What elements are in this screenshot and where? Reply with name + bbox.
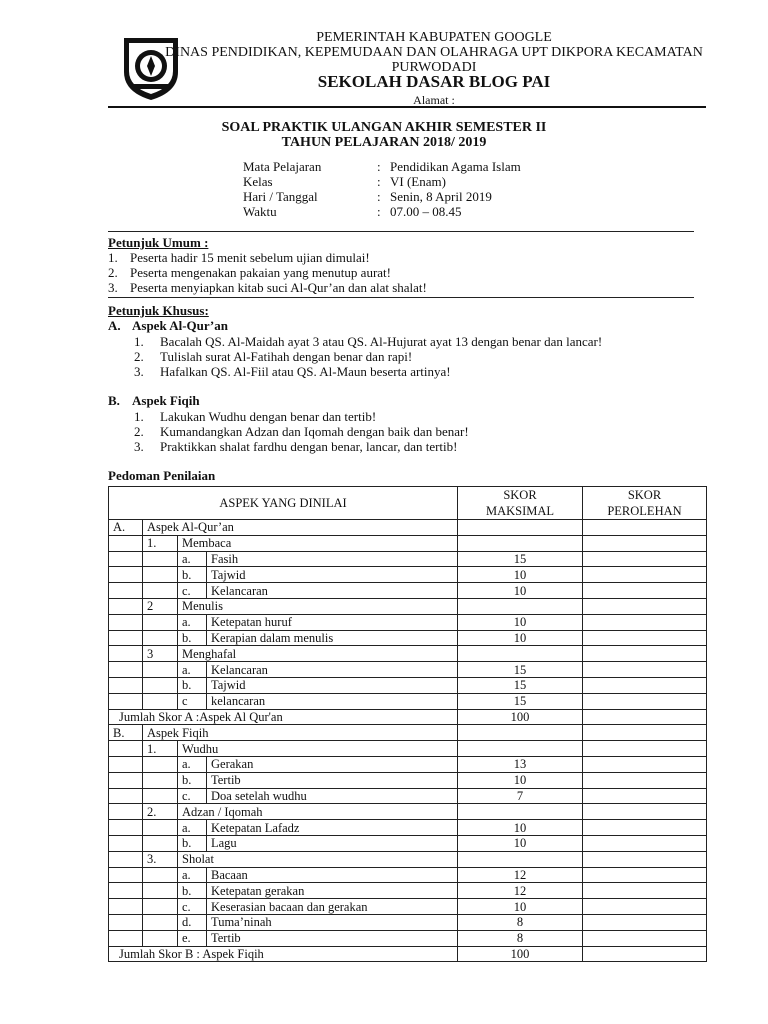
table-cell: [109, 567, 143, 583]
info-value: Senin, 8 April 2019: [390, 189, 492, 204]
table-cell: [458, 725, 583, 741]
table-cell: b.: [178, 883, 207, 899]
table-cell: [143, 835, 178, 851]
table-cell: [143, 551, 178, 567]
table-cell: Kelancaran: [207, 662, 458, 678]
aspect-b-heading: B. Aspek Fiqih: [108, 393, 200, 408]
table-row: [109, 946, 707, 962]
table-cell: Menghafal: [178, 646, 458, 662]
table-cell: [109, 867, 143, 883]
school-name: SEKOLAH DASAR BLOG PAI: [317, 72, 551, 91]
table-cell: a.: [178, 662, 207, 678]
table-cell: [458, 646, 583, 662]
table-cell: [109, 535, 143, 551]
table-cell: 15: [458, 693, 583, 709]
table-cell: Tertib: [207, 772, 458, 788]
table-cell: b.: [178, 630, 207, 646]
table-cell: Doa setelah wudhu: [207, 788, 458, 804]
table-cell: [109, 835, 143, 851]
table-cell: Ketepatan gerakan: [207, 883, 458, 899]
table-row: [109, 851, 707, 867]
col-header-max-score: SKOR MAKSIMAL: [458, 487, 583, 520]
table-cell: [583, 851, 707, 867]
info-value: VI (Enam): [390, 174, 446, 189]
aspect-a-item: 3. Hafalkan QS. Al-Fiil atau QS. Al-Maun beserta artinya!: [134, 364, 451, 379]
exam-year: TAHUN PELAJARAN 2018/ 2019: [281, 135, 487, 150]
table-row: [109, 741, 707, 757]
table-row: [109, 614, 707, 630]
aspect-b-item: 1. Lakukan Wudhu dengan benar dan tertib!: [134, 409, 377, 424]
table-cell: [143, 567, 178, 583]
table-cell: Jumlah Skor A :Aspek Al Qur'an: [109, 709, 458, 725]
table-cell: [143, 820, 178, 836]
table-cell: a.: [178, 614, 207, 630]
table-row: [109, 867, 707, 883]
table-cell: 2.: [143, 804, 178, 820]
aspect-a-heading: A. Aspek Al-Qur’an: [108, 318, 228, 333]
table-cell: [143, 899, 178, 915]
instructions-divider: [108, 297, 694, 298]
table-cell: [458, 804, 583, 820]
info-colon: :: [377, 159, 381, 174]
table-cell: 10: [458, 772, 583, 788]
table-row: [109, 662, 707, 678]
table-cell: Tajwid: [207, 677, 458, 693]
table-cell: [583, 725, 707, 741]
table-cell: [583, 804, 707, 820]
table-cell: [458, 598, 583, 614]
info-label: Waktu: [243, 204, 277, 219]
table-cell: [109, 598, 143, 614]
table-cell: 1.: [143, 535, 178, 551]
table-cell: [109, 693, 143, 709]
table-cell: 10: [458, 567, 583, 583]
table-cell: [583, 867, 707, 883]
table-cell: Wudhu: [178, 741, 458, 757]
table-row: [109, 630, 707, 646]
aspect-a-item: 1. Bacalah QS. Al-Maidah ayat 3 atau QS. Al-Hujurat ayat 13 dengan benar dan lancar!: [134, 334, 603, 349]
table-cell: [109, 820, 143, 836]
table-cell: 1.: [143, 741, 178, 757]
table-cell: a.: [178, 551, 207, 567]
table-cell: Aspek Fiqih: [143, 725, 458, 741]
table-cell: Aspek Al-Qur’an: [143, 520, 458, 536]
table-cell: a.: [178, 820, 207, 836]
table-row: [109, 551, 707, 567]
table-cell: [109, 756, 143, 772]
table-cell: [583, 741, 707, 757]
table-cell: [583, 883, 707, 899]
specific-instructions-heading: Petunjuk Khusus:: [108, 303, 209, 318]
table-row: [109, 677, 707, 693]
header-gov-line: PEMERINTAH KABUPATEN GOOGLE: [316, 30, 552, 45]
table-cell: [109, 788, 143, 804]
info-colon: :: [377, 189, 381, 204]
table-cell: Jumlah Skor B : Aspek Fiqih: [109, 946, 458, 962]
info-label: Hari / Tanggal: [243, 189, 318, 204]
table-cell: [143, 630, 178, 646]
school-address: Alamat :: [413, 93, 455, 107]
aspect-a-item: 2. Tulislah surat Al-Fatihah dengan benar dan rapi!: [134, 349, 413, 364]
table-cell: 12: [458, 867, 583, 883]
table-row: [109, 930, 707, 946]
scoring-table: [108, 486, 707, 962]
table-cell: [109, 583, 143, 599]
header-district-line: PURWODADI: [391, 60, 477, 75]
table-cell: [109, 677, 143, 693]
table-cell: b.: [178, 772, 207, 788]
table-cell: [109, 662, 143, 678]
table-cell: [143, 693, 178, 709]
table-row: [109, 820, 707, 836]
table-cell: 100: [458, 946, 583, 962]
table-cell: d.: [178, 914, 207, 930]
info-label: Kelas: [243, 174, 273, 189]
table-row: [109, 693, 707, 709]
table-row: [109, 567, 707, 583]
col-header-aspect: ASPEK YANG DINILAI: [109, 487, 458, 520]
table-cell: 15: [458, 551, 583, 567]
table-row: [109, 804, 707, 820]
general-instruction-item: 2. Peserta mengenakan pakaian yang menutup aurat!: [108, 265, 391, 280]
table-cell: [109, 551, 143, 567]
table-cell: [109, 614, 143, 630]
table-cell: a.: [178, 756, 207, 772]
table-cell: [109, 741, 143, 757]
table-cell: b.: [178, 567, 207, 583]
table-cell: 10: [458, 820, 583, 836]
table-cell: Tuma’ninah: [207, 914, 458, 930]
table-cell: [458, 520, 583, 536]
info-value: 07.00 – 08.45: [390, 204, 462, 219]
table-cell: [109, 930, 143, 946]
table-cell: e.: [178, 930, 207, 946]
table-cell: c.: [178, 899, 207, 915]
table-cell: kelancaran: [207, 693, 458, 709]
table-cell: [109, 914, 143, 930]
table-cell: 8: [458, 914, 583, 930]
table-cell: [143, 756, 178, 772]
table-cell: Menulis: [178, 598, 458, 614]
table-cell: [109, 899, 143, 915]
table-cell: [583, 646, 707, 662]
table-cell: [109, 630, 143, 646]
table-cell: [583, 946, 707, 962]
table-cell: 13: [458, 756, 583, 772]
table-cell: [583, 630, 707, 646]
table-cell: B.: [109, 725, 143, 741]
table-cell: 3.: [143, 851, 178, 867]
table-cell: [583, 914, 707, 930]
table-cell: [583, 662, 707, 678]
table-row: [109, 535, 707, 551]
table-cell: c.: [178, 583, 207, 599]
table-cell: b.: [178, 835, 207, 851]
exam-title: SOAL PRAKTIK ULANGAN AKHIR SEMESTER II: [221, 120, 547, 135]
table-cell: Membaca: [178, 535, 458, 551]
table-cell: [143, 930, 178, 946]
table-cell: [583, 551, 707, 567]
table-cell: 7: [458, 788, 583, 804]
table-cell: Tajwid: [207, 567, 458, 583]
table-cell: [143, 677, 178, 693]
table-row: [109, 883, 707, 899]
table-cell: [583, 583, 707, 599]
aspect-b-item: 2. Kumandangkan Adzan dan Iqomah dengan baik dan benar!: [134, 424, 469, 439]
table-row: [109, 772, 707, 788]
exam-info: [0, 159, 768, 219]
table-cell: [143, 867, 178, 883]
info-label: Mata Pelajaran: [243, 159, 322, 174]
info-value: Pendidikan Agama Islam: [390, 159, 521, 174]
col-header-obtained-score: SKOR PEROLEHAN: [583, 487, 707, 520]
table-cell: [583, 835, 707, 851]
table-cell: [109, 883, 143, 899]
table-cell: [583, 756, 707, 772]
table-row: [109, 756, 707, 772]
info-divider: [108, 231, 694, 232]
table-cell: [583, 693, 707, 709]
header-divider: [108, 106, 706, 108]
table-cell: [583, 820, 707, 836]
table-cell: Kelancaran: [207, 583, 458, 599]
table-cell: 10: [458, 630, 583, 646]
table-row: [109, 598, 707, 614]
table-cell: Keserasian bacaan dan gerakan: [207, 899, 458, 915]
table-cell: b.: [178, 677, 207, 693]
table-cell: Lagu: [207, 835, 458, 851]
table-cell: 10: [458, 835, 583, 851]
table-cell: [109, 851, 143, 867]
table-cell: Gerakan: [207, 756, 458, 772]
table-cell: Kerapian dalam menulis: [207, 630, 458, 646]
info-colon: :: [377, 204, 381, 219]
table-cell: Bacaan: [207, 867, 458, 883]
table-cell: [583, 788, 707, 804]
table-row: [109, 914, 707, 930]
table-cell: 15: [458, 662, 583, 678]
table-cell: [583, 677, 707, 693]
table-cell: [458, 535, 583, 551]
general-instruction-item: 3. Peserta menyiapkan kitab suci Al-Qur’an dan alat shalat!: [108, 280, 427, 295]
table-cell: Fasih: [207, 551, 458, 567]
table-cell: 12: [458, 883, 583, 899]
table-cell: 3: [143, 646, 178, 662]
aspect-b-item: 3. Praktikkan shalat fardhu dengan benar, lancar, dan tertib!: [134, 439, 458, 454]
table-cell: [109, 804, 143, 820]
info-colon: :: [377, 174, 381, 189]
table-cell: [583, 772, 707, 788]
table-cell: [143, 788, 178, 804]
table-row: [109, 899, 707, 915]
table-cell: [583, 520, 707, 536]
table-cell: [583, 709, 707, 725]
table-cell: [583, 899, 707, 915]
table-row: [109, 583, 707, 599]
table-cell: A.: [109, 520, 143, 536]
table-cell: 10: [458, 614, 583, 630]
table-cell: Tertib: [207, 930, 458, 946]
table-cell: 10: [458, 899, 583, 915]
table-cell: [143, 914, 178, 930]
scoring-table-header: [109, 487, 707, 520]
table-row: [109, 646, 707, 662]
table-row: [109, 835, 707, 851]
table-cell: 2: [143, 598, 178, 614]
table-cell: 10: [458, 583, 583, 599]
table-cell: c.: [178, 788, 207, 804]
header-dept-line: DINAS PENDIDIKAN, KEPEMUDAAN DAN OLAHRAGA UPT DIKPORA KECAMATAN: [165, 45, 703, 60]
general-instruction-item: 1. Peserta hadir 15 menit sebelum ujian dimulai!: [108, 250, 370, 265]
table-cell: Ketepatan huruf: [207, 614, 458, 630]
table-cell: [143, 583, 178, 599]
table-cell: c: [178, 693, 207, 709]
table-cell: [143, 662, 178, 678]
table-cell: Ketepatan Lafadz: [207, 820, 458, 836]
table-cell: a.: [178, 867, 207, 883]
table-cell: [143, 772, 178, 788]
table-cell: [458, 741, 583, 757]
table-cell: [583, 598, 707, 614]
table-cell: Sholat: [178, 851, 458, 867]
table-cell: 100: [458, 709, 583, 725]
table-cell: [143, 883, 178, 899]
table-cell: [583, 930, 707, 946]
table-cell: [109, 646, 143, 662]
table-row: [109, 788, 707, 804]
table-cell: 8: [458, 930, 583, 946]
table-row: [109, 520, 707, 536]
table-cell: [109, 772, 143, 788]
table-row: [109, 709, 707, 725]
table-cell: [583, 614, 707, 630]
scoring-guide-heading: Pedoman Penilaian: [108, 468, 216, 483]
general-instructions-heading: Petunjuk Umum :: [108, 235, 209, 250]
table-cell: [583, 535, 707, 551]
table-cell: [458, 851, 583, 867]
table-cell: [583, 567, 707, 583]
table-row: [109, 725, 707, 741]
table-cell: 15: [458, 677, 583, 693]
table-cell: Adzan / Iqomah: [178, 804, 458, 820]
table-cell: [143, 614, 178, 630]
